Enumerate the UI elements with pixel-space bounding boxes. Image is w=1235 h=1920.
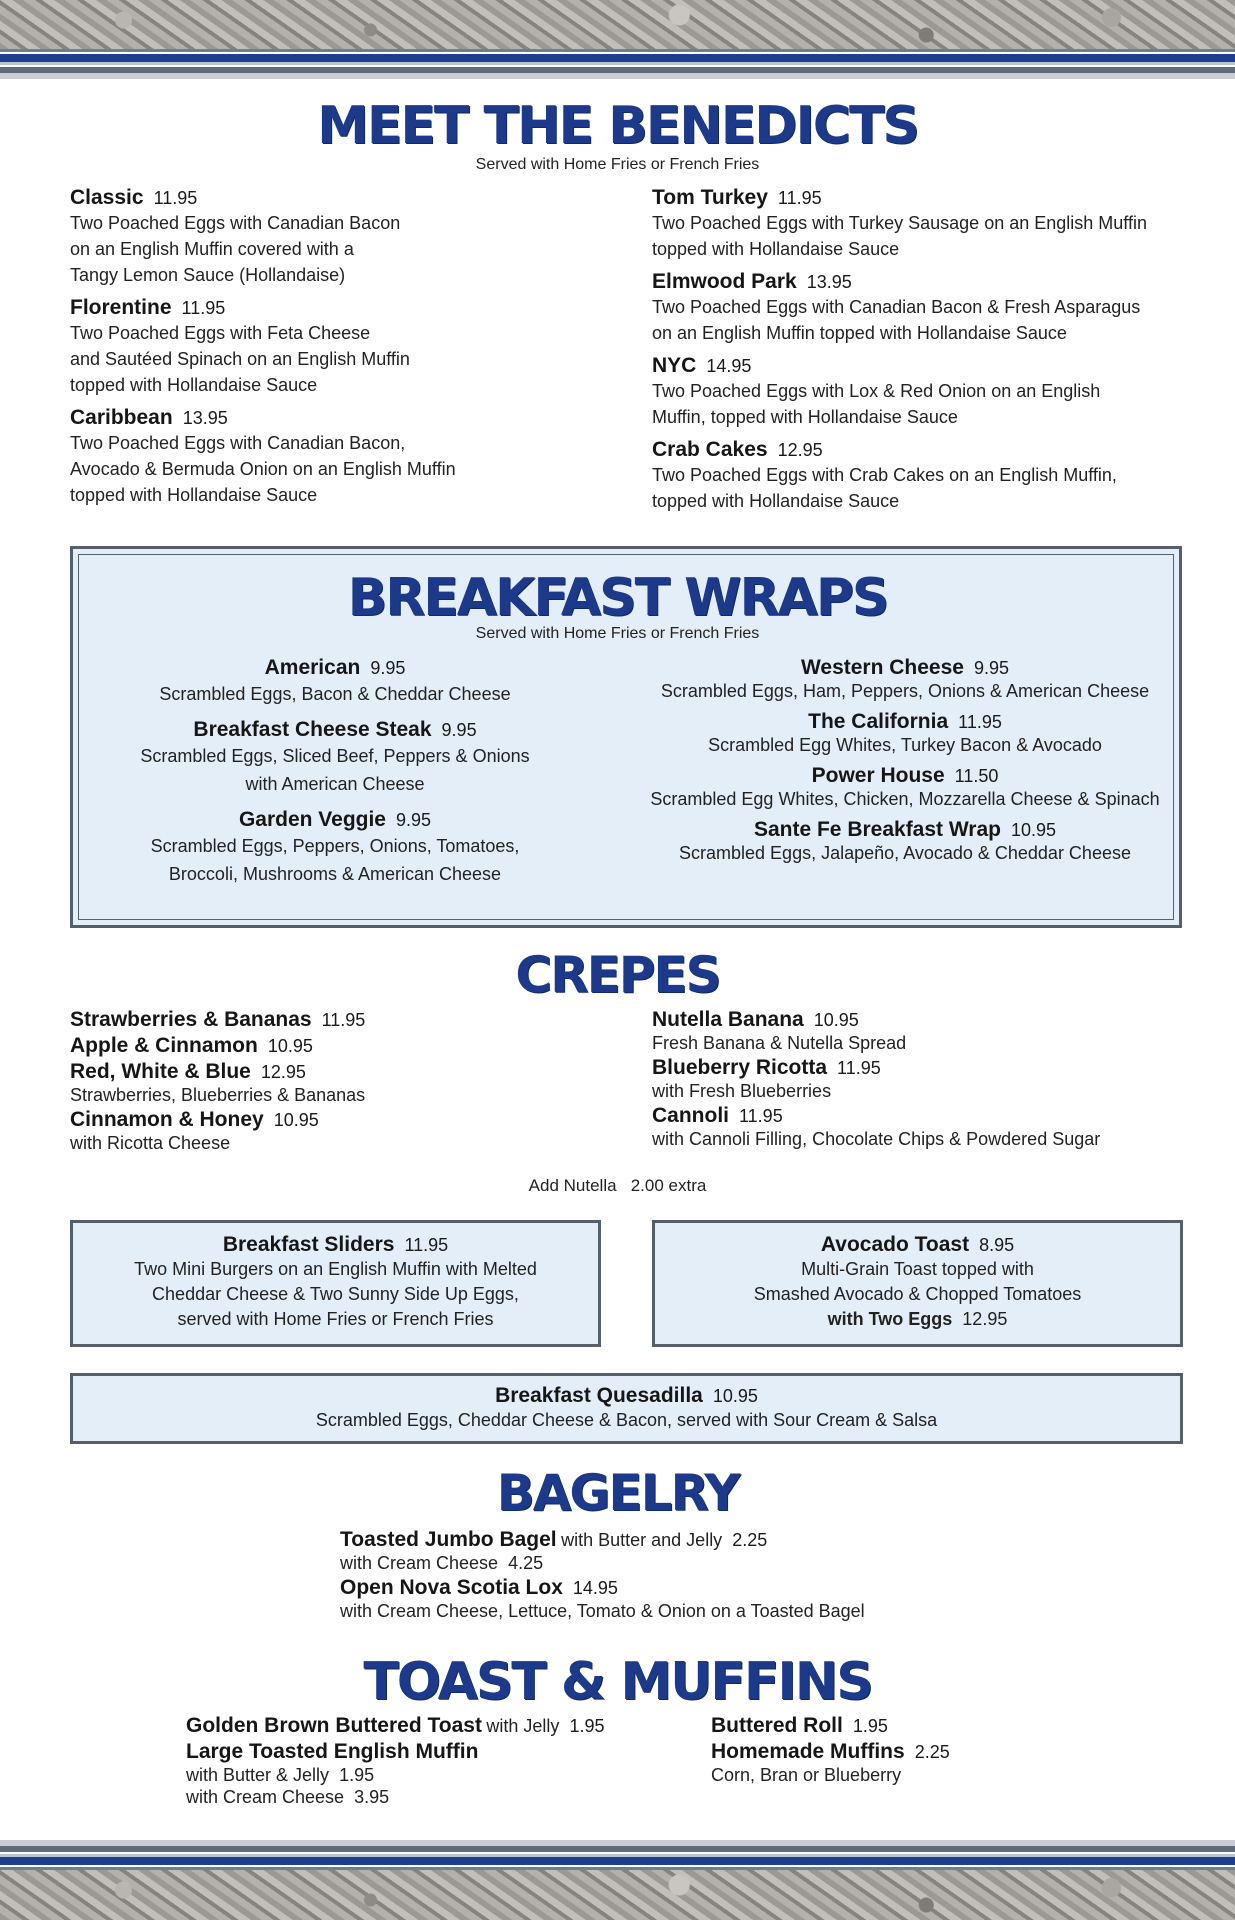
bagelry-list (340, 1528, 1040, 1624)
wraps-right-column (640, 656, 1170, 866)
item-desc: Two Poached Eggs with Turkey Sausage on an English Muffin (652, 213, 1147, 233)
option-label: with Butter & Jelly (186, 1765, 330, 1785)
item-price: 11.95 (739, 1106, 783, 1126)
item-name: Power House (811, 764, 945, 787)
option-price: 3.95 (354, 1787, 390, 1807)
item-name: Nutella Banana (652, 1008, 804, 1031)
item-price: 11.95 (777, 188, 822, 208)
item-desc: Avocado & Bermuda Onion on an English Muffin (70, 459, 456, 479)
item-price: 11.95 (181, 298, 226, 318)
item-price: 9.95 (370, 658, 406, 678)
item-price: 9.95 (396, 810, 432, 830)
item-desc: Scrambled Eggs, Bacon & Cheddar Cheese (159, 684, 511, 704)
bagelry-title: BAGELRY (496, 1464, 739, 1522)
menu-item (70, 1034, 590, 1058)
item-name: Golden Brown Buttered Toast (186, 1714, 482, 1737)
option-price: 1.95 (339, 1765, 375, 1785)
item-name: NYC (652, 354, 697, 377)
marble-border-top (0, 0, 1235, 50)
item-price: 10.95 (813, 1010, 859, 1030)
crepes-title: CREPES (515, 946, 720, 1004)
item-name: Florentine (70, 296, 172, 319)
item-desc: and Sautéed Spinach on an English Muffin (70, 349, 410, 369)
menu-item (340, 1528, 1040, 1574)
menu-item (652, 270, 1192, 346)
item-price: 1.95 (569, 1716, 605, 1736)
item-desc: Two Poached Eggs with Canadian Bacon & Fresh Asparagus (652, 297, 1141, 317)
item-desc: with Cannoli Filling, Chocolate Chips & Powdered Sugar (652, 1129, 1101, 1149)
menu-item (340, 1576, 1040, 1622)
item-price: 2.25 (732, 1530, 768, 1550)
menu-item (70, 1108, 590, 1154)
item-desc: topped with Hollandaise Sauce (70, 485, 318, 505)
item-name: Open Nova Scotia Lox (340, 1576, 563, 1599)
item-desc: Scrambled Eggs, Ham, Peppers, Onions & American Cheese (660, 681, 1150, 701)
option-price: 4.25 (508, 1553, 544, 1573)
item-name: Apple & Cinnamon (70, 1034, 258, 1057)
item-desc: served with Home Fries or French Fries (177, 1309, 494, 1329)
item-price: 13.95 (182, 408, 228, 428)
menu-item (186, 1714, 686, 1738)
item-name: Sante Fe Breakfast Wrap (753, 818, 1001, 841)
menu-item (70, 406, 590, 508)
crepes-addon: Add Nutella 2.00 extra (528, 1176, 707, 1195)
item-price: 13.95 (806, 272, 852, 292)
breakfast-sliders-box (70, 1220, 601, 1347)
menu-item (100, 718, 570, 798)
item-desc: Scrambled Egg Whites, Chicken, Mozzarella Cheese & Spinach (650, 789, 1160, 809)
item-name: Garden Veggie (238, 808, 386, 831)
item-desc: Scrambled Egg Whites, Turkey Bacon & Avocado (708, 735, 1102, 755)
item-name: Classic (70, 186, 144, 209)
item-desc: Scrambled Eggs, Peppers, Onions, Tomatoes, (150, 836, 520, 856)
item-price: 11.95 (153, 188, 198, 208)
item-name: Homemade Muffins (711, 1740, 905, 1763)
toast-title: TOAST & MUFFINS (363, 1652, 872, 1712)
menu-item (640, 656, 1170, 702)
item-desc: topped with Hollandaise Sauce (652, 239, 900, 259)
item-price: 9.95 (441, 720, 477, 740)
item-desc: Two Poached Eggs with Feta Cheese (70, 323, 371, 343)
menu-item (652, 1056, 1192, 1102)
menu-item (640, 818, 1170, 864)
wraps-subtitle: Served with Home Fries or French Fries (475, 625, 760, 642)
item-name: Tom Turkey (652, 186, 768, 209)
item-name: Caribbean (70, 406, 173, 429)
item-desc (340, 1552, 1040, 1574)
extra-label: with Two Eggs (827, 1309, 953, 1329)
item-desc: Two Poached Eggs with Lox & Red Onion on an English (652, 381, 1101, 401)
menu-item (100, 656, 570, 708)
item-desc: Fresh Banana & Nutella Spread (652, 1033, 907, 1053)
item-desc: Tangy Lemon Sauce (Hollandaise) (70, 265, 346, 285)
menu-item (640, 710, 1170, 756)
item-desc: Scrambled Eggs, Cheddar Cheese & Bacon, served with Sour Cream & Salsa (315, 1410, 938, 1430)
toast-right-column (711, 1714, 1111, 1788)
item-desc: with American Cheese (245, 774, 425, 794)
extra-price: 12.95 (962, 1309, 1008, 1329)
option-label: with Cream Cheese (186, 1787, 345, 1807)
item-name: Avocado Toast (820, 1233, 970, 1256)
benedicts-right-column (652, 186, 1192, 522)
item-name: American (264, 656, 361, 679)
item-desc: Muffin, topped with Hollandaise Sauce (652, 407, 958, 427)
benedicts-title: MEET THE BENEDICTS (317, 96, 918, 156)
item-price: 11.95 (837, 1058, 881, 1078)
item-price: 12.95 (777, 440, 823, 460)
item-price: 8.95 (979, 1235, 1015, 1255)
item-price: 10.95 (273, 1110, 319, 1130)
item-price: 14.95 (706, 356, 752, 376)
item-price: 11.50 (954, 766, 999, 786)
item-desc: Scrambled Eggs, Sliced Beef, Peppers & Onions (140, 746, 530, 766)
item-desc: Two Poached Eggs with Crab Cakes on an English Muffin, (652, 465, 1117, 485)
item-desc: Two Poached Eggs with Canadian Bacon, (70, 433, 406, 453)
menu-item (70, 1060, 590, 1106)
breakfast-quesadilla-box (70, 1373, 1183, 1444)
item-name: Blueberry Ricotta (652, 1056, 828, 1079)
option-label: with Cream Cheese (340, 1553, 499, 1573)
item-name: Breakfast Cheese Steak (193, 718, 432, 741)
item-desc: with Ricotta Cheese (70, 1133, 231, 1153)
benedicts-left-column (70, 186, 590, 516)
item-desc: on an English Muffin topped with Hollandaise Sauce (652, 323, 1067, 343)
toast-left-column (186, 1714, 686, 1810)
item-note: with Jelly (486, 1716, 560, 1736)
item-price: 2.25 (914, 1742, 950, 1762)
item-desc: Scrambled Eggs, Jalapeño, Avocado & Cheddar Cheese (679, 843, 1131, 863)
menu-item (652, 438, 1192, 514)
item-name: Breakfast Quesadilla (495, 1384, 703, 1407)
item-desc: with Cream Cheese, Lettuce, Tomato & Onion on a Toasted Bagel (340, 1601, 865, 1621)
menu-item (652, 1104, 1192, 1150)
avocado-toast-box (652, 1220, 1183, 1347)
item-name: Red, White & Blue (70, 1060, 251, 1083)
item-name: Toasted Jumbo Bagel (340, 1528, 557, 1551)
rule-top (0, 49, 1235, 79)
item-name: The California (808, 710, 949, 733)
item-desc: on an English Muffin covered with a (70, 239, 354, 259)
item-price: 10.95 (1011, 820, 1057, 840)
item-desc: Smashed Avocado & Chopped Tomatoes (753, 1284, 1082, 1304)
item-desc: Corn, Bran or Blueberry (711, 1765, 902, 1785)
marble-border-bottom (0, 1870, 1235, 1920)
item-extra (655, 1307, 1180, 1332)
wraps-title: BREAKFAST WRAPS (347, 568, 888, 628)
menu-item (652, 354, 1192, 430)
menu-item (186, 1740, 686, 1808)
item-desc: topped with Hollandaise Sauce (70, 375, 318, 395)
item-desc: Broccoli, Mushrooms & American Cheese (168, 864, 502, 884)
menu-item (652, 186, 1192, 262)
item-price: 10.95 (267, 1036, 313, 1056)
item-name: Cinnamon & Honey (70, 1108, 264, 1131)
item-name: Breakfast Sliders (222, 1233, 395, 1256)
item-desc: with Fresh Blueberries (652, 1081, 832, 1101)
item-price: 10.95 (712, 1386, 758, 1406)
item-price: 11.95 (404, 1235, 449, 1255)
item-name: Cannoli (652, 1104, 729, 1127)
item-desc: Cheddar Cheese & Two Sunny Side Up Eggs, (152, 1284, 519, 1304)
crepes-right-column (652, 1008, 1192, 1152)
item-desc: topped with Hollandaise Sauce (652, 491, 900, 511)
item-name: Elmwood Park (652, 270, 797, 293)
menu-item (100, 808, 570, 888)
crepes-left-column (70, 1008, 590, 1156)
item-price: 1.95 (852, 1716, 888, 1736)
item-desc: Two Poached Eggs with Canadian Bacon (70, 213, 401, 233)
item-price: 9.95 (973, 658, 1010, 678)
menu-item (70, 186, 590, 288)
item-desc: Two Mini Burgers on an English Muffin with Melted (134, 1259, 537, 1279)
menu-item (70, 1008, 590, 1032)
item-price: 11.95 (321, 1010, 366, 1030)
menu-item (70, 296, 590, 398)
item-desc: Multi-Grain Toast topped with (801, 1259, 1034, 1279)
item-price: 11.95 (958, 712, 1002, 732)
item-desc: Strawberries, Blueberries & Bananas (70, 1085, 366, 1105)
item-name: Large Toasted English Muffin (186, 1740, 479, 1763)
menu-item (711, 1714, 1111, 1738)
item-name: Crab Cakes (652, 438, 768, 461)
item-name: Western Cheese (800, 656, 964, 679)
item-price: 14.95 (572, 1578, 618, 1598)
benedicts-subtitle: Served with Home Fries or French Fries (475, 156, 760, 173)
item-note: with Butter and Jelly (561, 1530, 723, 1550)
menu-item (652, 1008, 1192, 1054)
rule-bottom (0, 1840, 1235, 1870)
item-desc (186, 1786, 686, 1808)
item-price: 12.95 (260, 1062, 306, 1082)
item-name: Buttered Roll (711, 1714, 843, 1737)
item-name: Strawberries & Bananas (70, 1008, 312, 1031)
item-desc (186, 1764, 686, 1786)
menu-item (711, 1740, 1111, 1786)
wraps-left-column (100, 656, 570, 890)
menu-item (640, 764, 1170, 810)
